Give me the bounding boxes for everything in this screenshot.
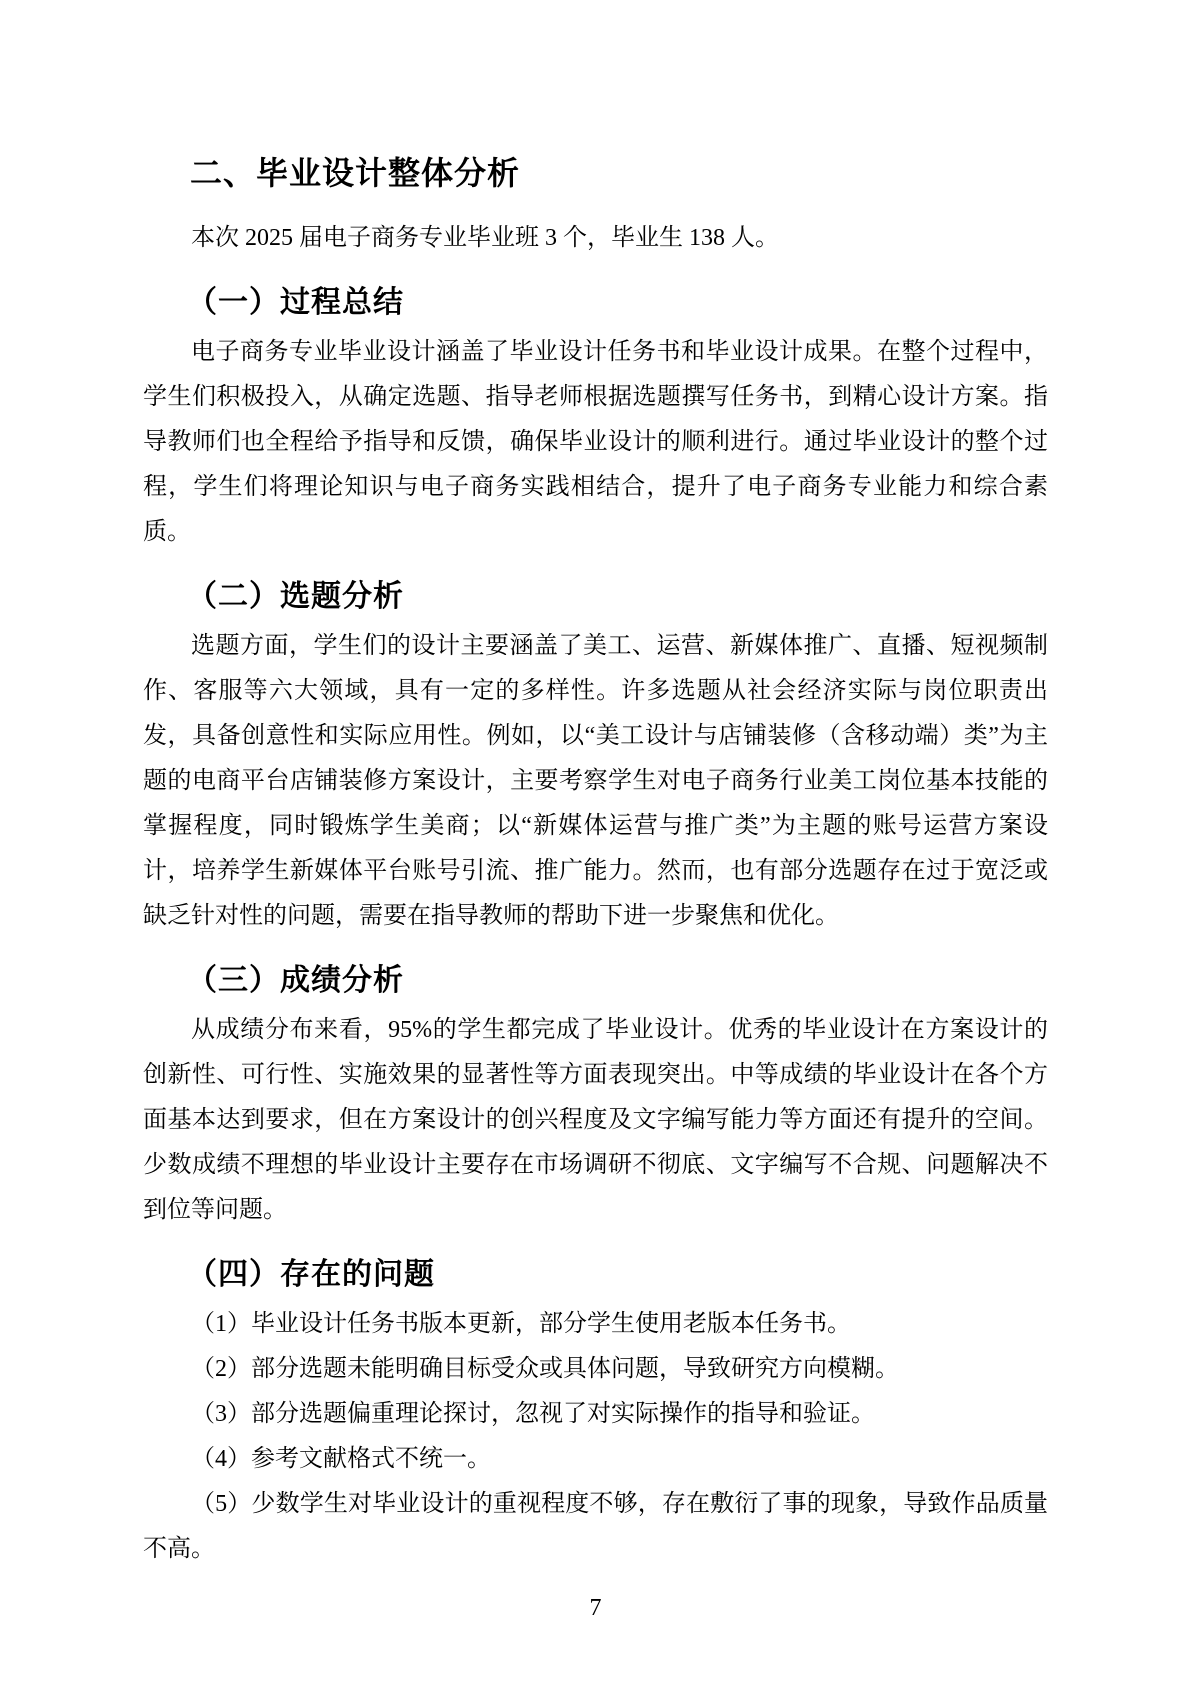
problem-item-4: （4）参考文献格式不统一。 bbox=[191, 1446, 491, 1472]
chapter-heading: 二、毕业设计整体分析 bbox=[190, 154, 521, 192]
process-summary-paragraph: 电子商务专业毕业设计涵盖了毕业设计任务书和毕业设计成果。在整个过程中，学生们积极投入，从确定选题、指导老师根据选题撰写任务书，到精心设计方案。指导教师们也全程给予指导和反馈，确保毕业设计的顺利进行。通过毕业设计的整个过程，学生们将理论知识与电子商务实践相结合，提升了电子商务专业能力和综合素质。 bbox=[143, 339, 1048, 545]
subsection-title-score-analysis: （三）成绩分析 bbox=[187, 963, 404, 998]
problem-item-1: （1）毕业设计任务书版本更新，部分学生使用老版本任务书。 bbox=[191, 1311, 851, 1337]
score-analysis-paragraph: 从成绩分布来看，95%的学生都完成了毕业设计。优秀的毕业设计在方案设计的创新性、可行性、实施效果的显著性等方面表现突出。中等成绩的毕业设计在各个方面基本达到要求，但在方案设计的创兴程度及文字编写能力等方面还有提升的空间。少数成绩不理想的毕业设计主要存在市场调研不彻底、文字编写不合规、问题解决不到位等问题。 bbox=[143, 1017, 1048, 1223]
problem-item-2: （2）部分选题未能明确目标受众或具体问题，导致研究方向模糊。 bbox=[191, 1356, 899, 1382]
subsection-title-existing-problems: （四）存在的问题 bbox=[187, 1257, 435, 1292]
subsection-title-topic-analysis: （二）选题分析 bbox=[187, 579, 404, 614]
intro-paragraph: 本次 2025 届电子商务专业毕业班 3 个，毕业生 138 人。 bbox=[191, 225, 779, 251]
problem-item-5: （5）少数学生对毕业设计的重视程度不够，存在敷衍了事的现象，导致作品质量不高。 bbox=[143, 1491, 1048, 1562]
subsection-title-process-summary: （一）过程总结 bbox=[187, 285, 404, 320]
page-number: 7 bbox=[589, 1595, 602, 1621]
problem-item-3: （3）部分选题偏重理论探讨，忽视了对实际操作的指导和验证。 bbox=[191, 1401, 875, 1427]
topic-analysis-paragraph: 选题方面，学生们的设计主要涵盖了美工、运营、新媒体推广、直播、短视频制作、客服等六大领域，具有一定的多样性。许多选题从社会经济实际与岗位职责出发，具备创意性和实际应用性。例如，以“美工设计与店铺装修（含移动端）类”为主题的电商平台店铺装修方案设计，主要考察学生对电子商务行业美工岗位基本技能的掌握程度，同时锻炼学生美商；以“新媒体运营与推广类”为主题的账号运营方案设计，培养学生新媒体平台账号引流、推广能力。然而，也有部分选题存在过于宽泛或缺乏针对性的问题，需要在指导教师的帮助下进一步聚焦和优化。 bbox=[143, 633, 1048, 929]
problem-list bbox=[143, 1302, 1048, 1572]
